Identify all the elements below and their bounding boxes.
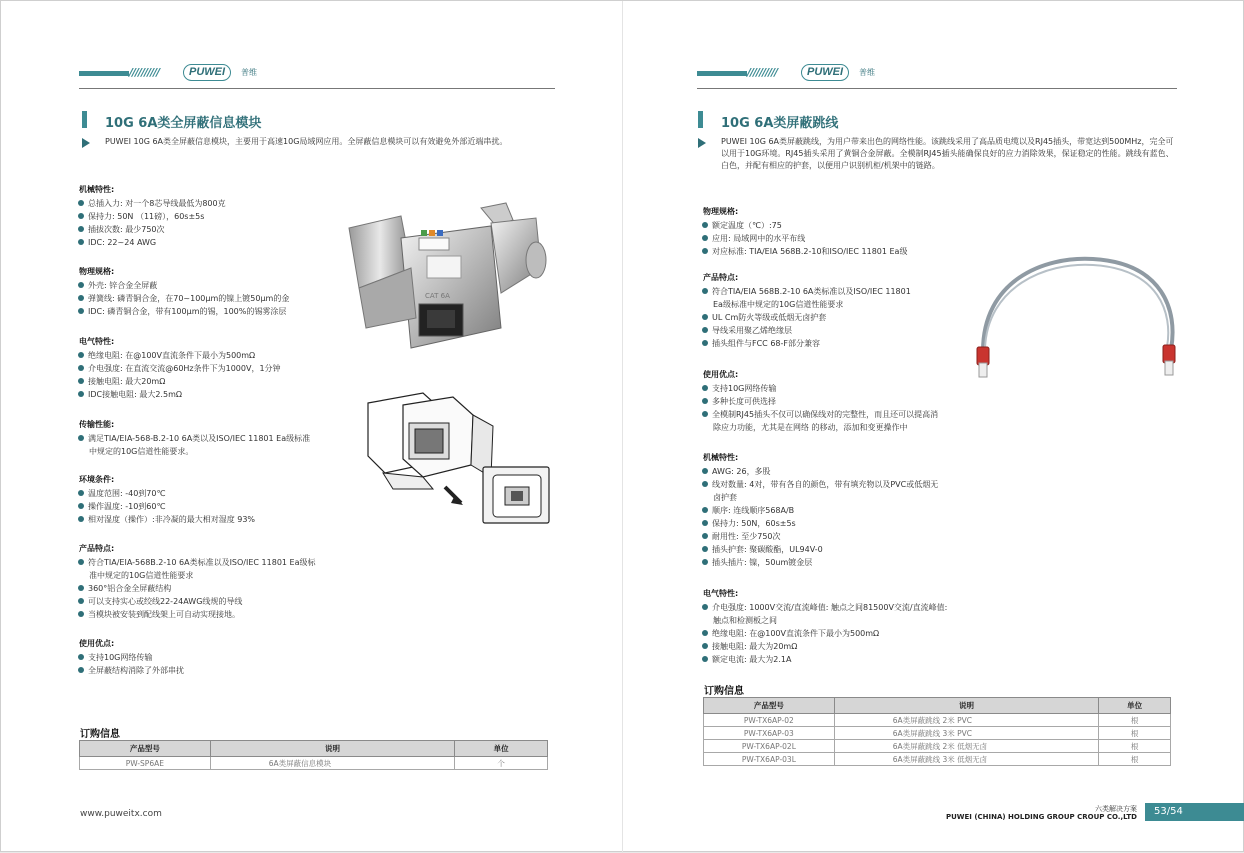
bullet-dot-icon: [78, 213, 84, 219]
spec-text: 多种长度可供选择: [712, 397, 776, 406]
spec-bullet: [702, 395, 776, 408]
bullet-dot-icon: [702, 546, 708, 552]
bullet-dot-icon: [78, 352, 84, 358]
spec-bullet: [78, 292, 289, 305]
order-cell-model: PW-TX6AP-03: [704, 727, 835, 740]
spec-text: 顺序: 连线顺序568A/B: [712, 506, 795, 515]
section-heading: 使用优点:: [703, 370, 739, 379]
header-bar: [697, 71, 747, 76]
footer-company: PUWEI (CHINA) HOLDING GROUP CROUP CO.,LTD: [945, 813, 1137, 821]
order-header-unit: 单位: [455, 741, 548, 757]
spec-text: 支持10G网络传输: [712, 384, 777, 393]
bullet-dot-icon: [78, 378, 84, 384]
spec-bullet: [78, 279, 157, 292]
spec-bullet: [702, 408, 938, 421]
table-row: [704, 740, 1171, 753]
bullet-dot-icon: [78, 598, 84, 604]
spec-text: 当模块被安装到配线架上可自动实现接地。: [88, 610, 240, 619]
order-header-unit: 单位: [1099, 698, 1171, 714]
section-heading: 传输性能:: [79, 420, 115, 429]
bullet-dot-icon: [78, 611, 84, 617]
spec-text: 弹簧线: 磷青铜合金，在70~100μm的镍上镀50μm的金: [88, 294, 290, 303]
bullet-dot-icon: [702, 630, 708, 636]
order-cell-unit: 个: [455, 757, 548, 770]
bullet-dot-icon: [702, 385, 708, 391]
bullet-dot-icon: [78, 559, 84, 565]
spec-bullet: [702, 653, 791, 666]
spec-text: 接触电阻: 最大20mΩ: [88, 377, 166, 386]
bullet-dot-icon: [702, 604, 708, 610]
left-page: [1, 1, 622, 853]
bullet-dot-icon: [702, 643, 708, 649]
spec-bullet: [702, 504, 794, 517]
spec-bullet: [702, 382, 776, 395]
section-heading: 机械特性:: [79, 185, 115, 194]
section-heading: 环境条件:: [79, 475, 115, 484]
spec-bullet: [78, 513, 255, 526]
section-heading: 物理规格:: [703, 207, 739, 216]
bullet-dot-icon: [78, 667, 84, 673]
order-header-row: [80, 741, 548, 757]
spec-text: 温度范围: -40到70℃: [88, 489, 166, 498]
bullet-dot-icon: [78, 435, 84, 441]
spec-bullet: [78, 432, 310, 445]
spec-bullet: [78, 236, 156, 249]
spec-text: 操作温度: -10到60℃: [88, 502, 166, 511]
spec-bullet: [78, 651, 152, 664]
order-table: [703, 697, 1171, 766]
order-cell-model: PW-TX6AP-02L: [704, 740, 835, 753]
spec-bullet: [702, 601, 947, 614]
spec-bullet: [702, 478, 938, 491]
page-number-badge: 53/54: [1145, 803, 1244, 821]
bullet-dot-icon: [78, 226, 84, 232]
page-title: 10G 6A类屏蔽跳线: [721, 116, 839, 131]
bullet-dot-icon: [702, 314, 708, 320]
bullet-dot-icon: [78, 503, 84, 509]
spec-text: 360°铝合金全屏蔽结构: [88, 584, 172, 593]
intro-text: PUWEI 10G 6A类屏蔽跳线，为用户带来出色的网络性能。该跳线采用了高品质电缆以及RJ45插头，带宽达到500MHz，完全可以用于10G环境。RJ45插头采用了黄铜合金屏蔽。全模制RJ45插头能确保良好的应力消除效果，保证稳定的性能。跳线有蓝色、白色，并配有相应的护套，以便用户识别机柜/机架中的链路。: [721, 137, 1174, 170]
order-cell-model: PW-TX6AP-03L: [704, 753, 835, 766]
section-heading: 使用优点:: [79, 639, 115, 648]
bullet-dot-icon: [78, 282, 84, 288]
spec-text: 插头护套: 聚碳酸酯，UL94V-0: [712, 545, 823, 554]
patch-cord-drawing: [973, 241, 1188, 386]
order-cell-desc: 6A类屏蔽跳线 3米 低烟无卤: [834, 753, 1099, 766]
section-heading: 产品特点:: [79, 544, 115, 553]
order-cell-unit: 根: [1099, 727, 1171, 740]
spec-bullet: [78, 388, 182, 401]
spec-text: 绝缘电阻: 在@100V直流条件下最小为500mΩ: [88, 351, 256, 360]
spec-bullet: [702, 465, 771, 478]
brand-logo-cn: 普维: [241, 68, 257, 77]
bullet-dot-icon: [78, 585, 84, 591]
jack-label: CAT 6A: [425, 292, 450, 300]
spec-text: UL Cm防火等级或低烟无卤护套: [712, 313, 827, 322]
spec-text: 插头插片: 镍，50um镀金层: [712, 558, 813, 567]
order-table: [79, 740, 548, 770]
order-cell-desc: 6A类屏蔽跳线 2米 低烟无卤: [834, 740, 1099, 753]
order-cell-unit: 根: [1099, 714, 1171, 727]
brand-logo: PUWEI: [801, 64, 849, 81]
spec-text: 符合TIA/EIA 568B.2-10 6A类标准以及ISO/IEC 11801: [712, 287, 911, 296]
spec-continuation: 中规定的10G信道性能要求。: [89, 447, 194, 456]
brand-logo-cn: 普维: [859, 68, 875, 77]
spec-bullet: [702, 245, 907, 258]
bullet-dot-icon: [702, 533, 708, 539]
header-slashes: //////////: [129, 66, 160, 79]
intro-arrow-icon: [698, 138, 706, 148]
bullet-dot-icon: [702, 222, 708, 228]
spec-bullet: [78, 349, 255, 362]
header-bar: [79, 71, 129, 76]
spec-text: 耐用性: 至少750次: [712, 532, 781, 541]
spec-bullet: [702, 556, 812, 569]
section-heading: 物理规格:: [79, 267, 115, 276]
spec-text: 插头组件与FCC 68-F部分兼容: [712, 339, 820, 348]
table-row: [704, 727, 1171, 740]
order-cell-model: PW-SP6AE: [80, 757, 211, 770]
header-rule: [79, 88, 555, 89]
spec-text: 额定电流: 最大为2.1A: [712, 655, 792, 664]
header-rule: [697, 88, 1177, 89]
spec-continuation: 除应力功能，尤其是在网络 的移动，添加和变更操作中: [713, 423, 908, 432]
order-title: 订购信息: [80, 729, 120, 740]
bullet-dot-icon: [702, 468, 708, 474]
spec-bullet: [702, 219, 782, 232]
bullet-dot-icon: [702, 398, 708, 404]
page-header: [79, 65, 555, 95]
spec-text: 应用: 局域网中的水平布线: [712, 234, 806, 243]
spec-bullet: [78, 608, 240, 621]
spec-bullet: [702, 517, 796, 530]
bullet-dot-icon: [702, 235, 708, 241]
section-heading: 机械特性:: [703, 453, 739, 462]
spec-text: 全屏蔽结构消除了外部串扰: [88, 666, 184, 675]
spec-text: IDC: 磷青铜合金，带有100μm的锡，100%的锡雾涂层: [88, 307, 287, 316]
bullet-dot-icon: [78, 239, 84, 245]
bullet-dot-icon: [702, 507, 708, 513]
bullet-dot-icon: [78, 391, 84, 397]
bullet-dot-icon: [78, 365, 84, 371]
spec-text: 介电强度: 在直流交流@60Hz条件下为1000V，1分钟: [88, 364, 281, 373]
bullet-dot-icon: [702, 520, 708, 526]
spec-text: 保持力: 50N，60s±5s: [712, 519, 796, 528]
header-slashes: //////////: [747, 66, 778, 79]
spec-bullet: [702, 543, 823, 556]
order-cell-model: PW-TX6AP-02: [704, 714, 835, 727]
bullet-dot-icon: [78, 654, 84, 660]
faceplate-drawing: [363, 391, 553, 526]
page-header: [697, 65, 1177, 95]
bullet-dot-icon: [702, 559, 708, 565]
section-heading: 电气特性:: [703, 589, 739, 598]
bullet-dot-icon: [78, 295, 84, 301]
spec-text: 全模制RJ45插头不仅可以确保线对的完整性，而且还可以提高消: [712, 410, 939, 419]
right-page: [623, 1, 1244, 853]
spec-bullet: [78, 595, 242, 608]
bullet-dot-icon: [702, 327, 708, 333]
brand-logo: PUWEI: [183, 64, 231, 81]
spec-bullet: [78, 375, 165, 388]
intro-text: PUWEI 10G 6A类全屏蔽信息模块，主要用于高速10G局域网应用。全屏蔽信息模块可以有效避免外部近端串扰。: [105, 137, 508, 146]
order-cell-desc: 6A类屏蔽跳线 3米 PVC: [834, 727, 1099, 740]
spec-text: 对应标准: TIA/EIA 568B.2-10和ISO/IEC 11801 Ea级: [712, 247, 908, 256]
page-title: 10G 6A类全屏蔽信息模块: [105, 116, 262, 131]
order-header-desc: 说明: [834, 698, 1099, 714]
spec-bullet: [78, 210, 204, 223]
spec-continuation: 卤护套: [713, 493, 737, 502]
spec-text: 总插入力: 对一个8芯导线最低为800克: [88, 199, 226, 208]
spec-text: 额定温度（℃）:75: [712, 221, 782, 230]
bullet-dot-icon: [702, 656, 708, 662]
spec-bullet: [78, 664, 184, 677]
table-row: [704, 714, 1171, 727]
spec-bullet: [78, 487, 165, 500]
order-title: 订购信息: [704, 686, 744, 697]
table-row: [704, 753, 1171, 766]
spec-text: IDC接触电阻: 最大2.5mΩ: [88, 390, 182, 399]
spec-bullet: [702, 337, 820, 350]
patch-cord-photo: [973, 241, 1188, 386]
spec-text: 线对数量: 4对，带有各自的颜色，带有填充物以及PVC或低烟无: [712, 480, 939, 489]
spec-text: 插拔次数: 最少750次: [88, 225, 165, 234]
bullet-dot-icon: [78, 516, 84, 522]
order-header-model: 产品型号: [704, 698, 835, 714]
spec-text: 外壳: 锌合金全屏蔽: [88, 281, 158, 290]
spec-text: AWG: 26，多股: [712, 467, 771, 476]
order-cell-unit: 根: [1099, 753, 1171, 766]
keystone-jack-photo: [341, 198, 551, 353]
order-header-model: 产品型号: [80, 741, 211, 757]
spec-text: 接触电阻: 最大为20mΩ: [712, 642, 798, 651]
spec-bullet: [702, 627, 879, 640]
title-marker: [698, 111, 703, 128]
spec-text: 可以支持实心或绞线22-24AWG线规的导线: [88, 597, 243, 606]
spec-text: 符合TIA/EIA-568B.2-10 6A类标准以及ISO/IEC 11801 Ea级标: [88, 558, 316, 567]
order-cell-desc: 6A类屏蔽信息模块: [210, 757, 455, 770]
order-header-desc: 说明: [210, 741, 455, 757]
spec-text: 保持力: 50N （11磅），60s±5s: [88, 212, 205, 221]
spec-bullet: [78, 223, 165, 236]
footer-url: www.puweitx.com: [80, 809, 162, 819]
spec-bullet: [78, 582, 171, 595]
bullet-dot-icon: [702, 248, 708, 254]
bullet-dot-icon: [78, 308, 84, 314]
spec-bullet: [78, 556, 316, 569]
section-heading: 产品特点:: [703, 273, 739, 282]
bullet-dot-icon: [702, 411, 708, 417]
spec-text: 导线采用聚乙烯绝缘层: [712, 326, 792, 335]
spec-text: 介电强度: 1000V交流/直流峰值: 触点之间81500V交流/直流峰值:: [712, 603, 948, 612]
order-cell-unit: 根: [1099, 740, 1171, 753]
spec-bullet: [702, 285, 911, 298]
bullet-dot-icon: [78, 490, 84, 496]
order-cell-desc: 6A类屏蔽跳线 2米 PVC: [834, 714, 1099, 727]
faceplate-diagram: [363, 391, 553, 526]
keystone-jack-drawing: [341, 198, 551, 353]
spec-continuation: Ea级标准中规定的10G信道性能要求: [713, 300, 844, 309]
spec-bullet: [78, 362, 281, 375]
spec-continuation: 准中规定的10G信道性能要求: [89, 571, 194, 580]
spec-text: 绝缘电阻: 在@100V直流条件下最小为500mΩ: [712, 629, 880, 638]
spec-bullet: [702, 324, 792, 337]
bullet-dot-icon: [78, 200, 84, 206]
order-header-row: [704, 698, 1171, 714]
spec-bullet: [702, 640, 797, 653]
spec-bullet: [78, 305, 286, 318]
spec-bullet: [702, 232, 805, 245]
footer-category: 六类解决方案: [1095, 805, 1137, 813]
spec-text: 相对湿度（操作）:非冷凝的最大相对湿度 93%: [88, 515, 256, 524]
section-heading: 电气特性:: [79, 337, 115, 346]
bullet-dot-icon: [702, 288, 708, 294]
spec-text: 支持10G网络传输: [88, 653, 153, 662]
spec-bullet: [702, 530, 781, 543]
spec-bullet: [702, 311, 826, 324]
spec-text: 满足TIA/EIA-568-B.2-10 6A类以及ISO/IEC 11801 Ea级标准: [88, 434, 311, 443]
spec-bullet: [78, 197, 226, 210]
title-marker: [82, 111, 87, 128]
spec-continuation: 触点和检测板之间: [713, 616, 777, 625]
table-row: [80, 757, 548, 770]
bullet-dot-icon: [702, 481, 708, 487]
intro-arrow-icon: [82, 138, 90, 148]
spec-text: IDC: 22~24 AWG: [88, 238, 157, 247]
bullet-dot-icon: [702, 340, 708, 346]
spec-bullet: [78, 500, 165, 513]
